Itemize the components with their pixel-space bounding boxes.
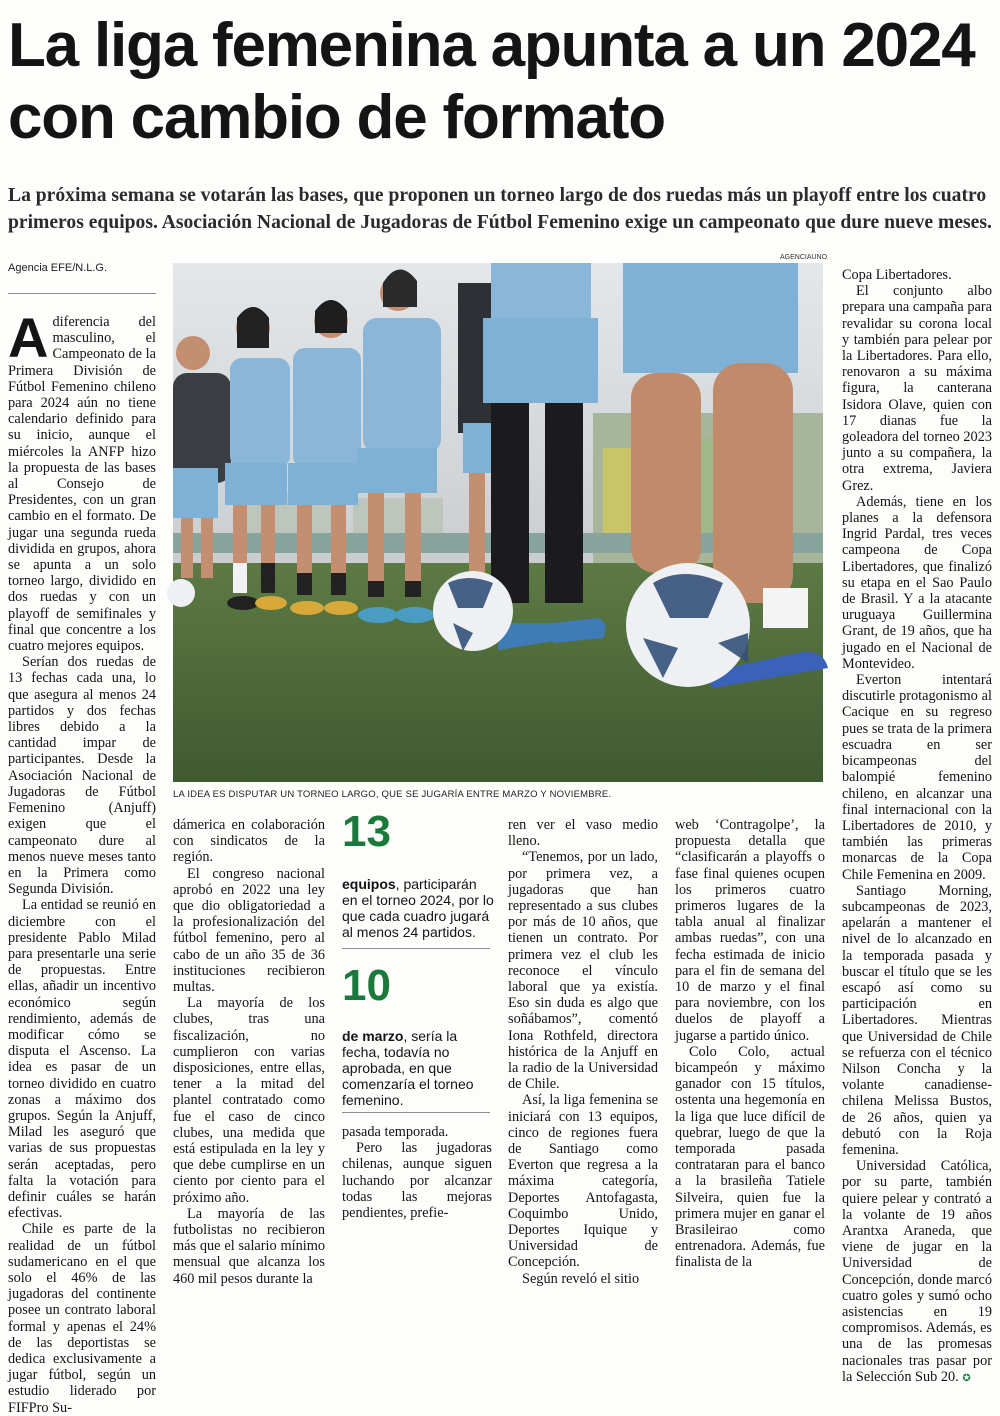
paragraph: dámerica en colaboración con sindicatos de la región. [173,817,325,866]
headline: La liga femenina apunta a un 2024 con cambio de formato [8,11,975,152]
fact-number-teams: 13 [342,807,391,856]
paragraph: La mayoría de los clubes, tras una fiscalización, no cumplieron con varias disposiciones, entre ellas, tener a la mitad del plantel contratado como fue el caso de cinco clubes, una medida que está estipulada en la ley y que debe cumplirse en un ciento por ciento para el próximo año. [173,995,325,1206]
paragraph: Chile es parte de la realidad de un fútbol sudamericano en el que solo el 46% de las jugadoras del continente posee un contrato laboral formal y apenas el 24% de las deportistas se dedica exclusivamente a jugar fútbol, según un estudio liderado por FIFPro Su- [8,1221,156,1416]
paragraph: pasada temporada. [342,1124,449,1140]
paragraph: Colo Colo, actual bicampeón y máximo ganador con 15 títulos, ostenta una hegemonía en la liga que luce difícil de quebrar, luego de que la temporada pasada contrataran para el banco a la brasileña Tatiele Silveira, quien fue la primera mujer en ganar el Brasileirao como entrenadora. Además, fue finalista de la [675,1043,825,1271]
byline: Agencia EFE/N.L.G. [8,262,108,274]
fact-number-date: 10 [342,961,391,1010]
paragraph: La entidad se reunió en diciembre con el presidente Pablo Milad para presentarle una serie de propuestas. Entre ellas, añadir un incentivo económico según rendimiento, además de modificar cómo se disputa el Ascenso. La idea es pasar de un torneo dividido en cuatro zonas a máximo dos grupos. Según la Anjuff, Milad les aseguró que varias de sus propuestas serán aceptadas, pero falta la votación para definir cuáles se harán efectivas. [8,897,156,1222]
paragraph: web ‘Contragolpe’, la propuesta detalla que “clasificarán a playoffs o fase final quienes ocupen los primeros cuatro primeros lugares de la tabla anual al finalizar ambas ruedas”, con una fecha estimada de inicio para el fin de semana del 10 de marzo y el final para noviembre, con los duelos de playoff a jugarse a partido único. [675,817,825,1044]
column-2 [173,817,325,1287]
paragraph: La mayoría de las futbolistas no recibieron más que el salario mínimo mensual que alcanza los 460 mil pesos durante la [173,1205,325,1287]
drop-cap: A [8,306,49,369]
paragraph: El congreso nacional aprobó en 2022 una ley que dio obligatoriedad a la profesionalización del fútbol femenino, pero al cabo de un año 35 de 36 instituciones recibieron multas. [173,865,325,996]
paragraph: El conjunto albo prepara una campaña para revalidar su corona local y también para pelear por la Libertadores. Para ello, renovaron a su máxima figura, la canterana Isidora Olave, quien con 17 dianas fue la goleadora del torneo 2023 junto a su compañera, la otra extrema, Javiera Grez. [842,283,992,494]
fact-rest: , participarán en el torneo 2024, por lo que cada cuadro jugará al menos 24 partidos. [342,876,494,940]
team-photo [173,263,823,782]
column-6 [842,267,992,1385]
paragraph: Everton intentará discutirle protagonismo al Cacique en su regreso pues se trata de la primera escuadra en ser bicampeonas del balompié femenino chileno, en alcanzar una final internacional con la Libertadores de 2010, y también las primeras monarcas de la Copa Chile Femenina en 2009. [842,672,992,883]
lead-text: diferencia del masculino, el Campeonato de la Primera División de Fútbol Femenino chileno para 2024 aún no tiene calendario definido para su inicio, aunque el miércoles la ANFP hizo la propuesta de las bases al Consejo de Presidentes, con un gran cambio en el formato. De jugar una segunda rueda dividida en grupos, ahora se apunta a un solo torneo largo, dividido en dos ruedas y con un playoff de semifinales y final que concentre a los cuatro mejores equipos. [8,314,156,655]
column-1 [8,306,156,1416]
fact-divider [342,948,490,949]
fact-rest: , sería la fecha, todavía no aprobada, en que comenzaría el torneo femenino. [342,1028,474,1108]
paragraph: “Tenemos, por un lado, por primera vez, a jugadoras que han representado a sus clubes por más de 10 años, que tienen un contrato. Por primera vez el club les reconoce el vínculo laboral que ya existía. Eso sin duda es algo que soñábamos”, comentó Iona Rothfeld, directora histórica de la Anjuff en la radio de la Universidad de Chile. [508,849,658,1093]
fact-divider [342,1112,490,1113]
column-3 [342,1124,492,1222]
deck-subtitle: La próxima semana se votarán las bases, que proponen un torneo largo de dos ruedas más un playoff entre los cuatro primeros equipos. Asociación Nacional de Jugadoras de Fútbol Femenino exige un campeonato que dure nueve meses. [8,185,992,233]
paragraph [842,1158,992,1387]
byline-rule [8,293,156,294]
fact-bold: equipos [342,876,396,892]
fact-text-teams [342,876,494,940]
paragraph: Serían dos ruedas de 13 fechas cada una, lo que asegura al menos 24 partidos y dos fechas libres debido a la cantidad impar de participantes. Desde la Asociación Nacional de Jugadoras de Fútbol Femenino (Anjuff) exigen que el campeonato dure al menos nueve meses tanto en la Primera como Segunda División. [8,654,156,898]
paragraph-text: Universidad Católica, por su parte, también quiere pelear y contrató a la volante de 19 años Arantxa Araneda, que viene de jugar en la Universidad de Concepción, donde marcó cuatro goles y sumó ocho asistencias en 19 compromisos. Además, es una de las promesas nacionales tras pasar por la Selección Sub 20. [842,1158,992,1385]
paragraph-lead [8,306,156,655]
paragraph: Así, la liga femenina se iniciará con 13 equipos, cinco de regiones fuera de Santiago como Everton que regresa a la máxima categoría, Deportes Antofagasta, Coquimbo Unido, Deportes Iquique y Universidad de Concepción. [508,1092,658,1271]
end-mark-icon: ✪ [962,1372,971,1384]
fact-bold: de marzo [342,1028,404,1044]
paragraph: Según reveló el sitio [522,1270,640,1287]
paragraph: Santiago Morning, subcampeonas de 2023, apelarán a mantener el nivel de lo alcanzado en la temporada pasada y buscar el título que se les escapó así como su participación en Libertadores. Mientras que Universidad de Chile se refuerza con el técnico Nilson Concha y la volante canadiense-chilena Melissa Bustos, de 26 años, quien ya debutó con la Roja femenina. [842,882,992,1158]
fact-text-date [342,1028,494,1108]
column-5 [675,817,825,1271]
column-4 [508,817,658,1287]
paragraph: Copa Libertadores. [842,267,952,283]
paragraph: Pero las jugadoras chilenas, aunque siguen luchando por alcanzar todas las mejoras pendientes, prefie- [342,1140,492,1222]
paragraph: Además, tiene en los planes a la defensora Ingrid Pardal, tres veces campeona de Copa Libertadores, que finalizó su etapa en el Sao Paulo de Brasil. Y a la atacante uruguaya Guillermina Grant, de 19 años, que ha jugado en el Nacional de Montevideo. [842,493,992,672]
paragraph: ren ver el vaso medio lleno. [508,817,658,850]
photo-caption: LA IDEA ES DISPUTAR UN TORNEO LARGO, QUE SE JUGARÍA ENTRE MARZO Y NOVIEMBRE. [173,789,612,800]
photo-credit: AGENCIAUNO [780,254,828,261]
players-illustration [173,263,823,782]
